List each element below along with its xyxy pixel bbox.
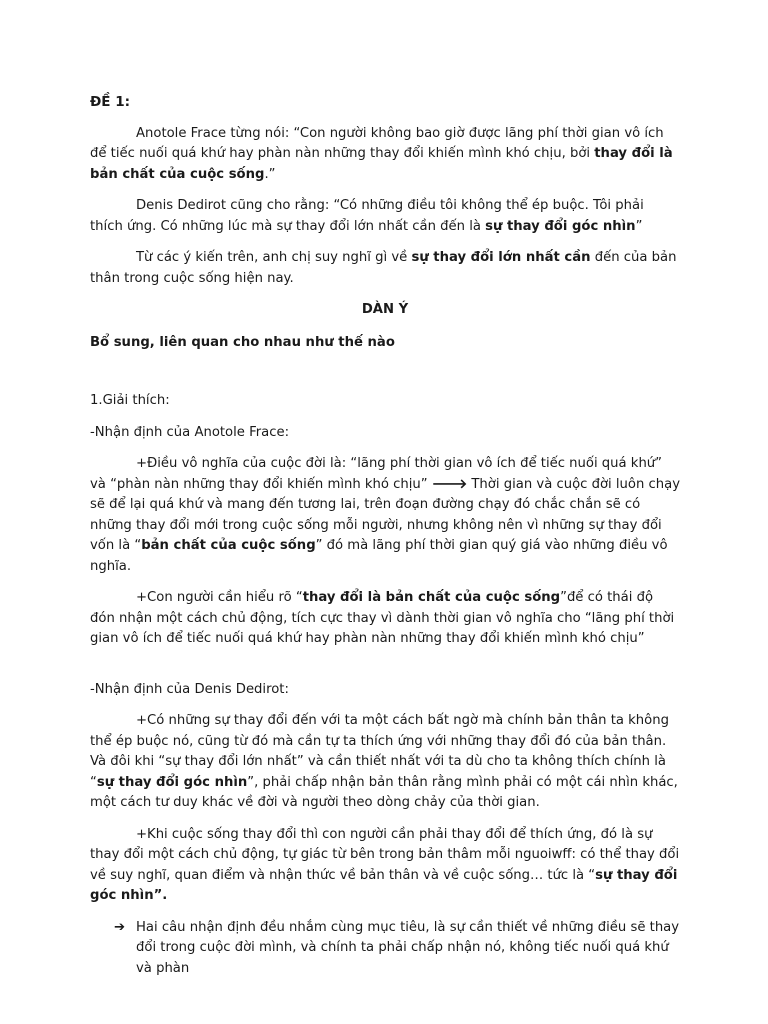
dedirot-label: -Nhận định của Denis Dedirot: <box>90 681 289 697</box>
document-page <box>90 92 680 990</box>
frace-label: -Nhận định của Anotole Frace: <box>90 424 290 440</box>
outline-subtitle: Bổ sung, liên quan cho nhau như thế nào <box>90 334 395 350</box>
exam-question: Từ các ý kiến trên, anh chị suy nghĩ gì về sự thay đổi lớn nhất cần đến của bản thân trong cuộc sống hiện nay. <box>90 250 677 286</box>
conclusion-bullet: ➔ Hai câu nhận định đều nhắm cùng mục tiêu, là sự cần thiết về những điều sẽ thay đổi trong cuộc đời mình, và chính ta phải chấp nhận nó, không tiếc nuối quá khứ và phàn <box>114 919 680 976</box>
frace-point-1: +Điều vô nghĩa của cuộc đời là: “lãng phí thời gian vô ích để tiếc nuối quá khứ” và “phàn nàn những thay đổi khiến mình khó chịu” 🡒 Thời gian và cuộc đời luôn chạy sẽ để lại quá khứ và mang đến tương lai, trên đoạn đường chạy đó chắc chắn sẽ có những thay đổi mới trong cuộc sống mỗi người, nhưng không nên vì những sự thay đổi vốn là “bản chất của cuộc sống” đó mà lãng phí thời gian quý giá vào những điều vô nghĩa. <box>90 456 681 574</box>
outline-title: DÀN Ý <box>361 302 409 317</box>
exam-heading: ĐỀ 1: <box>90 94 131 110</box>
quote-frace: Anotole Frace từng nói: “Con người không bao giờ được lãng phí thời gian vô ích để tiếc nuối quá khứ hay phàn nàn những thay đổi khiến mình khó chịu, bởi thay đổi là bản chất của cuộc sống.” <box>90 125 673 182</box>
arrow-right-icon: 🡒 <box>431 476 468 492</box>
dedirot-point-1: +Có những sự thay đổi đến với ta một cách bất ngờ mà chính bản thân ta không thể ép buộc nó, cũng từ đó mà cần tự ta thích ứng với những thay đổi đó của bản thân. Và đôi khi “sự thay đổi lớn nhất” và cần thiết nhất với ta dù cho ta không thích chính là “sự thay đổi góc nhìn”, phải chấp nhận bản thân rằng mình phải có một cái nhìn khác, một cách tư duy khác về đời và người theo dòng chảy của thời gian. <box>90 713 678 810</box>
section-heading: 1.Giải thích: <box>90 393 170 408</box>
quote-dedirot: Denis Dedirot cũng cho rằng: “Có những điều tôi không thể ép buộc. Tôi phải thích ứng. Có những lúc mà sự thay đổi lớn nhất cần đến là sự thay đổi góc nhìn” <box>90 198 644 234</box>
arrow-bullet-icon: ➔ <box>114 919 126 935</box>
frace-point-2: +Con người cần hiểu rõ “thay đổi là bản chất của cuộc sống”để có thái độ đón nhận một cách chủ động, tích cực thay vì dành thời gian vô nghĩa cho “lãng phí thời gian vô ích để tiếc nuối quá khứ hay phàn nàn những thay đổi khiến mình khó chịu” <box>90 590 675 646</box>
dedirot-point-2: +Khi cuộc sống thay đổi thì con người cần phải thay đổi để thích ứng, đó là sự thay đổi một cách chủ động, tự giác từ bên trong bản thâm mỗi nguoiwff: có thể thay đổi về suy nghĩ, quan điểm và nhận thức về bản thân và về cuộc sống… tức là “sự thay đổi góc nhìn”. <box>90 826 680 903</box>
